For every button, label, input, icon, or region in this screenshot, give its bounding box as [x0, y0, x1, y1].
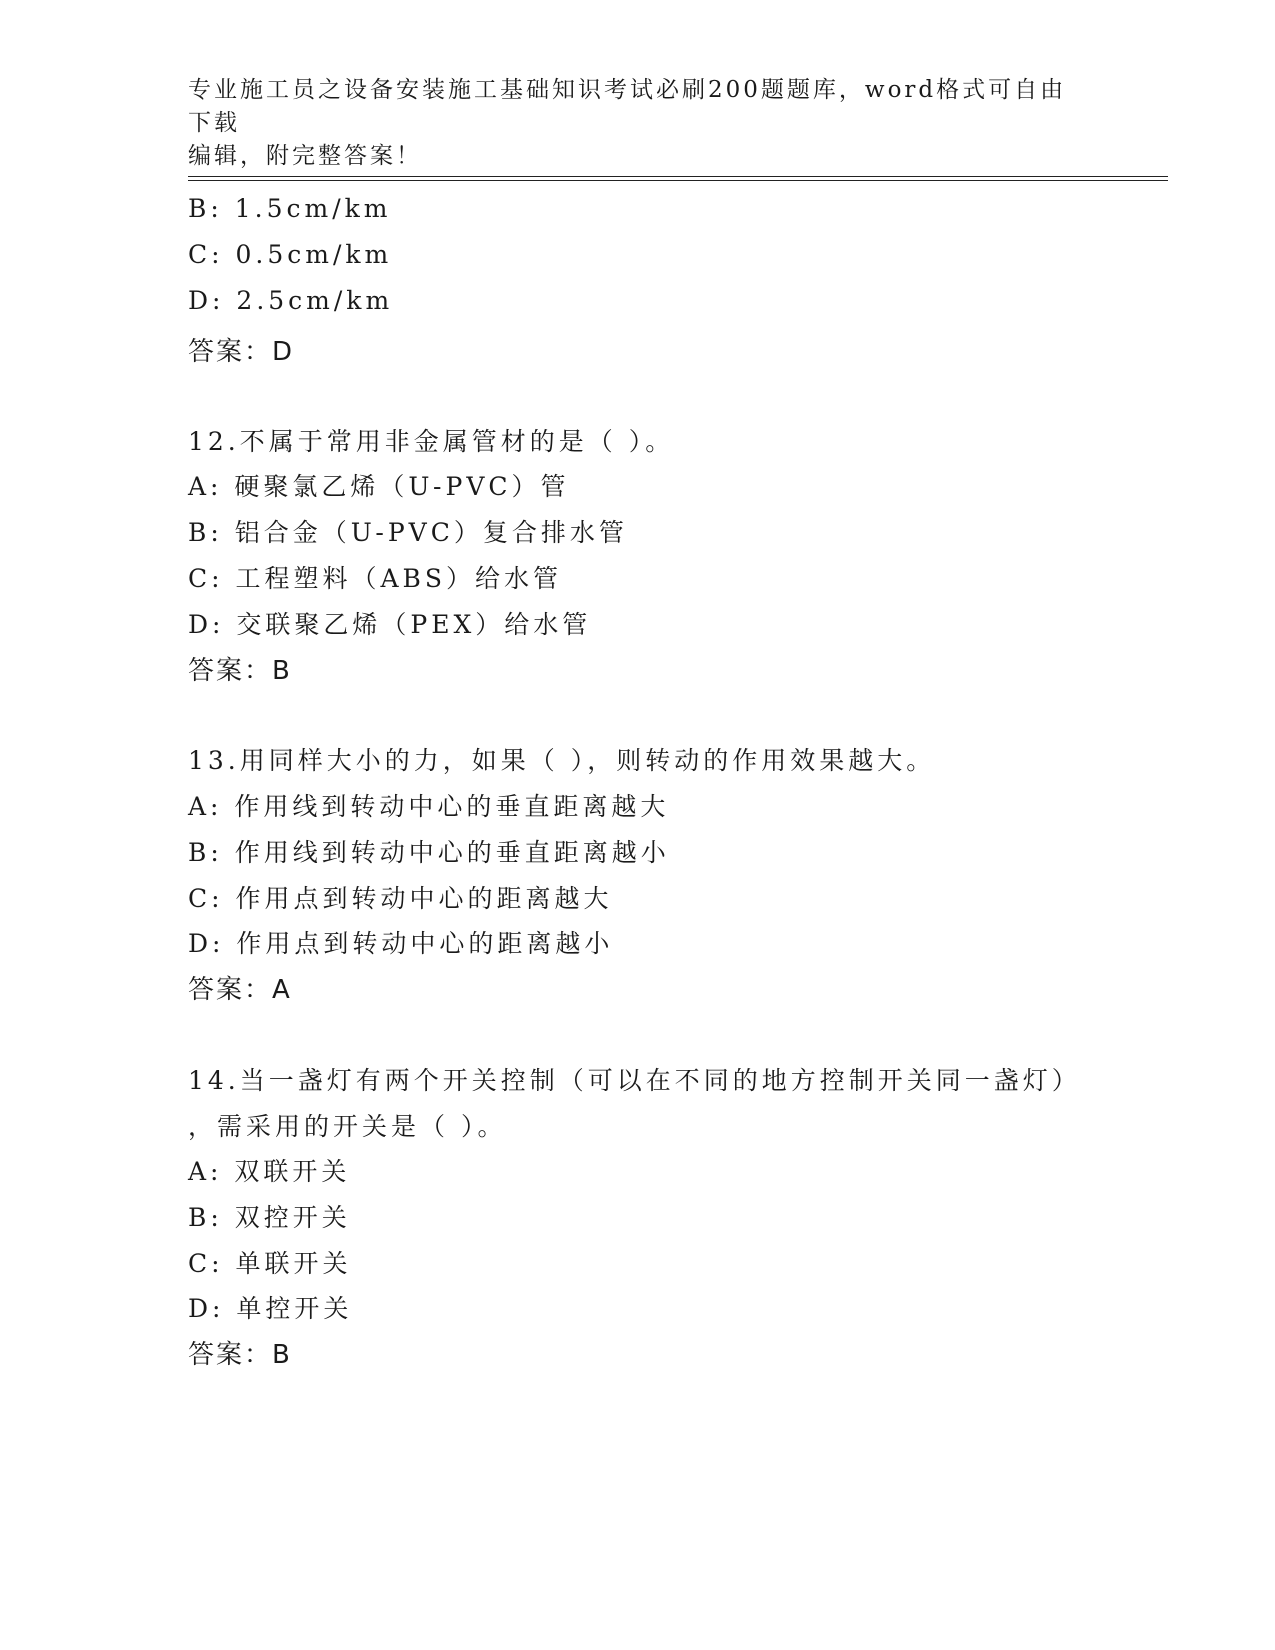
- q12-option-c: C: 工程塑料（ABS）给水管: [188, 564, 563, 593]
- header-divider-top: [188, 176, 1168, 177]
- q12-stem: 12.不属于常用非金属管材的是（ ）。: [188, 427, 675, 456]
- q14-stem-line-1: 14.当一盏灯有两个开关控制（可以在不同的地方控制开关同一盏灯）: [188, 1066, 1081, 1095]
- q13-stem: 13.用同样大小的力，如果（ ），则转动的作用效果越大。: [188, 746, 936, 775]
- q11-option-d: D: 2.5cm/km: [188, 286, 394, 315]
- document-header: [188, 74, 1088, 173]
- q11-option-c: C: 0.5cm/km: [188, 240, 393, 269]
- q13-option-b: B: 作用线到转动中心的垂直距离越小: [188, 838, 670, 867]
- q13-option-a: A: 作用线到转动中心的垂直距离越大: [188, 792, 670, 821]
- header-title-line-1: 专业施工员之设备安装施工基础知识考试必刷200题题库，word格式可自由下载: [188, 77, 1067, 136]
- q14-stem-line-2: ，需采用的开关是（ ）。: [188, 1112, 507, 1141]
- q12-answer: 答案：B: [188, 656, 292, 686]
- q12-option-a: A: 硬聚氯乙烯（U-PVC）管: [188, 472, 570, 501]
- q14-option-a: A: 双联开关: [188, 1157, 351, 1186]
- q14-option-d: D: 单控开关: [188, 1294, 353, 1323]
- q12-option-b: B: 铝合金（U-PVC）复合排水管: [188, 518, 628, 547]
- q13-option-c: C: 作用点到转动中心的距离越大: [188, 884, 613, 913]
- header-divider-bottom: [188, 180, 1168, 181]
- q11-option-b: B: 1.5cm/km: [188, 194, 392, 223]
- header-title-line-2: 编辑，附完整答案！: [188, 143, 422, 169]
- q11-answer: 答案：D: [188, 337, 295, 367]
- q14-option-b: B: 双控开关: [188, 1203, 351, 1232]
- q13-answer: 答案：A: [188, 975, 292, 1005]
- q13-option-d: D: 作用点到转动中心的距离越小: [188, 929, 614, 958]
- q12-option-d: D: 交联聚乙烯（PEX）给水管: [188, 610, 592, 639]
- q14-option-c: C: 单联开关: [188, 1249, 352, 1278]
- q14-answer: 答案：B: [188, 1340, 292, 1370]
